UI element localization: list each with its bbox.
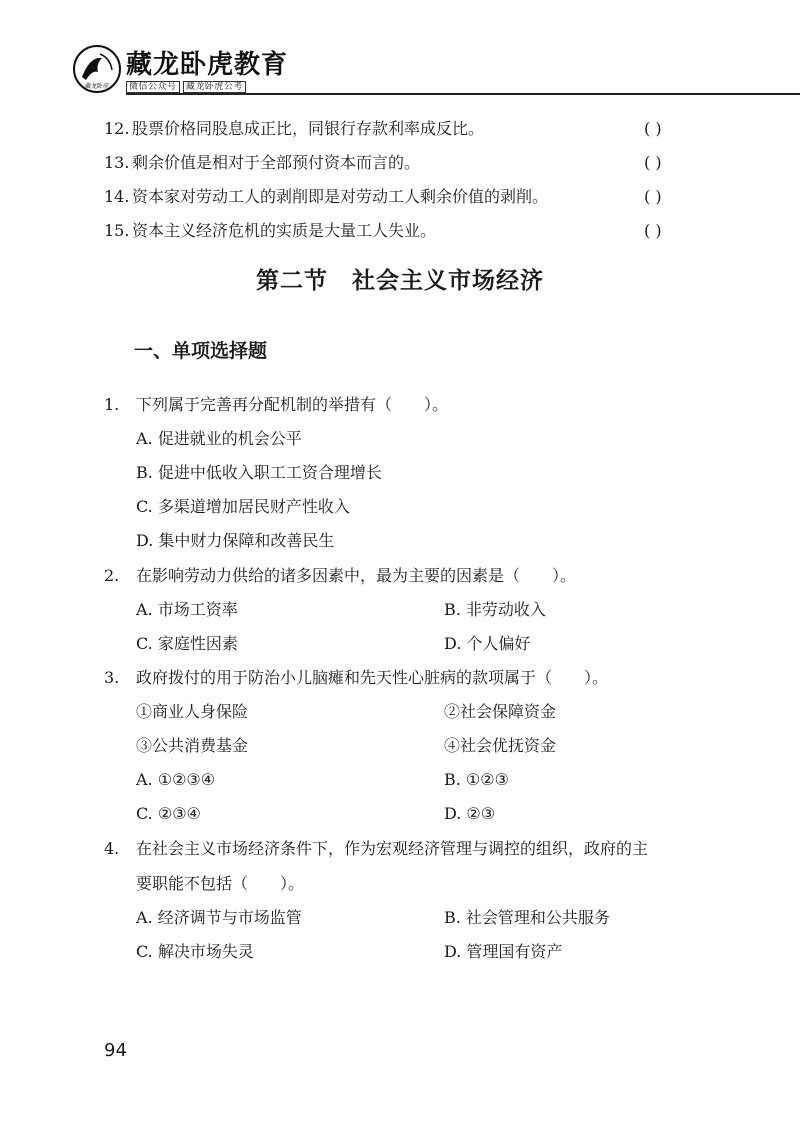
tf-number: 13. bbox=[104, 153, 130, 172]
question-number: 4. bbox=[104, 839, 120, 858]
question-stem: 在影响劳动力供给的诸多因素中，最为主要的因素是（ ）。 bbox=[136, 566, 577, 585]
option: A. ①②③④ bbox=[136, 770, 216, 789]
page-number: 94 bbox=[104, 1040, 127, 1061]
tf-text: 剩余价值是相对于全部预付资本而言的。 bbox=[132, 153, 421, 172]
brand-name: 藏龙卧虎教育 bbox=[126, 50, 289, 80]
question-number: 2. bbox=[104, 566, 120, 585]
tf-item bbox=[104, 180, 704, 214]
brand-sub-wechat: 微信公众号 bbox=[126, 81, 180, 93]
answer-blank: ( ) bbox=[644, 153, 662, 172]
logo-icon bbox=[72, 44, 122, 94]
option: C. 家庭性因素 bbox=[136, 634, 238, 653]
section-title: 第二节 社会主义市场经济 bbox=[256, 268, 544, 294]
option: C. 多渠道增加居民财产性收入 bbox=[136, 497, 350, 516]
option: D. 管理国有资产 bbox=[444, 942, 563, 961]
answer-blank: ( ) bbox=[644, 221, 662, 240]
statement-item: ④社会优抚资金 bbox=[444, 736, 557, 755]
option: A. 经济调节与市场监管 bbox=[136, 908, 302, 927]
part-heading: 一、单项选择题 bbox=[134, 340, 268, 362]
answer-blank: ( ) bbox=[644, 119, 662, 138]
question-stem: 政府拨付的用于防治小儿脑瘫和先天性心脏病的款项属于（ ）。 bbox=[136, 668, 609, 687]
option: C. 解决市场失灵 bbox=[136, 942, 254, 961]
option: D. 个人偏好 bbox=[444, 634, 531, 653]
header-rule bbox=[126, 93, 800, 95]
brand-sub-account: 藏龙卧虎公考 bbox=[183, 81, 246, 93]
tf-item bbox=[104, 112, 704, 146]
question-stem: 在社会主义市场经济条件下，作为宏观经济管理与调控的组织，政府的主 bbox=[136, 839, 649, 858]
statement-item: ②社会保障资金 bbox=[444, 702, 557, 721]
tf-item bbox=[104, 146, 704, 180]
option: A. 促进就业的机会公平 bbox=[136, 429, 302, 448]
question-number: 3. bbox=[104, 668, 120, 687]
option: D. 集中财力保障和改善民生 bbox=[136, 531, 335, 550]
question-stem: 下列属于完善再分配机制的举措有（ ）。 bbox=[136, 395, 449, 414]
answer-blank: ( ) bbox=[644, 187, 662, 206]
tf-text: 资本主义经济危机的实质是大量工人失业。 bbox=[132, 221, 437, 240]
tf-number: 14. bbox=[104, 187, 130, 206]
brand-subtitle bbox=[126, 79, 246, 92]
statement-item: ③公共消费基金 bbox=[136, 736, 249, 755]
question-number: 1. bbox=[104, 395, 120, 414]
tf-text: 资本家对劳动工人的剥削即是对劳动工人剩余价值的剥削。 bbox=[132, 187, 549, 206]
svg-text:藏龙卧虎: 藏龙卧虎 bbox=[84, 83, 110, 90]
option: B. 社会管理和公共服务 bbox=[444, 908, 610, 927]
option: A. 市场工资率 bbox=[136, 600, 238, 619]
page-header bbox=[0, 0, 800, 96]
option: B. 非劳动收入 bbox=[444, 600, 546, 619]
tf-text: 股票价格同股息成正比，同银行存款利率成反比。 bbox=[132, 119, 485, 138]
option: C. ②③④ bbox=[136, 804, 201, 823]
statement-item: ①商业人身保险 bbox=[136, 702, 249, 721]
tf-number: 12. bbox=[104, 119, 130, 138]
option: D. ②③ bbox=[444, 804, 496, 823]
option: B. 促进中低收入职工工资合理增长 bbox=[136, 463, 382, 482]
tf-item bbox=[104, 214, 704, 248]
option: B. ①②③ bbox=[444, 770, 509, 789]
question-stem-continued: 要职能不包括（ ）。 bbox=[136, 874, 305, 893]
tf-number: 15. bbox=[104, 221, 130, 240]
